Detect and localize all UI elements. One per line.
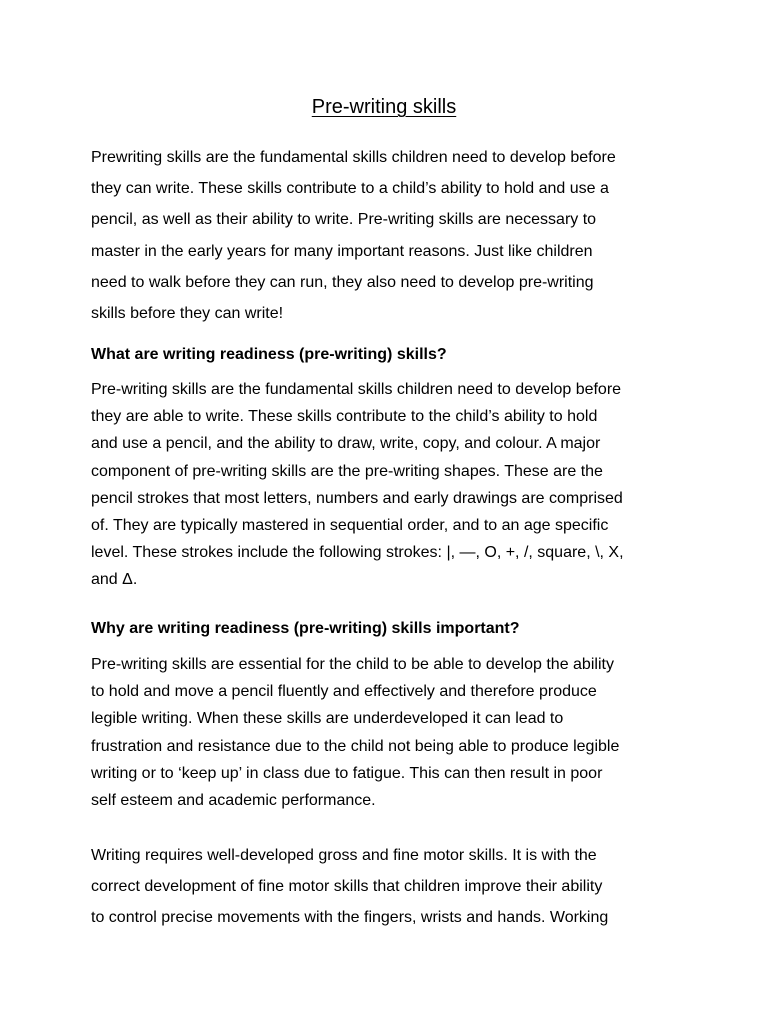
paragraph-line: Writing requires well-developed gross and fine motor skills. It is with the xyxy=(91,847,597,864)
page-title-text: Pre-writing skills xyxy=(311,96,457,118)
motor-skills-paragraph xyxy=(91,840,691,934)
section-heading-what: What are writing readiness (pre-writing) skills? xyxy=(91,346,447,363)
paragraph-line: Pre-writing skills are essential for the child to be able to develop the ability xyxy=(91,656,614,673)
paragraph-line: Pre-writing skills are the fundamental skills children need to develop before xyxy=(91,381,622,398)
paragraph-line: need to walk before they can run, they also need to develop pre-writing xyxy=(91,273,594,291)
paragraph-line: and Δ. xyxy=(91,571,138,589)
paragraph-line: level. These strokes include the following strokes: |, —, O, +, /, square, \, X, xyxy=(91,544,624,562)
paragraph-line: frustration and resistance due to the child not being able to produce legible xyxy=(91,737,620,755)
paragraph-line: and use a pencil, and the ability to draw, write, copy, and colour. A major xyxy=(91,435,601,453)
intro-paragraph xyxy=(91,142,691,329)
paragraph-line: component of pre-writing skills are the pre-writing shapes. These are the xyxy=(91,462,603,480)
paragraph-line: skills before they can write! xyxy=(91,305,284,323)
paragraph-line: they are able to write. These skills contribute to the child’s ability to hold xyxy=(91,408,598,426)
importance-paragraph xyxy=(91,651,691,814)
paragraph-line: to control precise movements with the fingers, wrists and hands. Working xyxy=(91,909,609,927)
paragraph-line: writing or to ‘keep up’ in class due to fatigue. This can then result in poor xyxy=(91,764,603,782)
paragraph-line: legible writing. When these skills are underdeveloped it can lead to xyxy=(91,710,564,728)
paragraph-line: to hold and move a pencil fluently and effectively and therefore produce xyxy=(91,683,597,701)
paragraph-line: pencil strokes that most letters, numbers and early drawings are comprised xyxy=(91,489,623,507)
paragraph-line: master in the early years for many important reasons. Just like children xyxy=(91,242,593,260)
paragraph-line: self esteem and academic performance. xyxy=(91,792,376,810)
paragraph-line: they can write. These skills contribute to a child’s ability to hold and use a xyxy=(91,180,609,198)
page-title xyxy=(0,94,768,120)
paragraph-line: correct development of fine motor skills that children improve their ability xyxy=(91,878,603,896)
paragraph-line: pencil, as well as their ability to write. Pre-writing skills are necessary to xyxy=(91,211,597,229)
paragraph-line: Prewriting skills are the fundamental skills children need to develop before xyxy=(91,149,616,166)
section-heading-why: Why are writing readiness (pre-writing) skills important? xyxy=(91,620,520,637)
definition-paragraph xyxy=(91,376,691,594)
paragraph-line: of. They are typically mastered in sequential order, and to an age specific xyxy=(91,517,609,535)
